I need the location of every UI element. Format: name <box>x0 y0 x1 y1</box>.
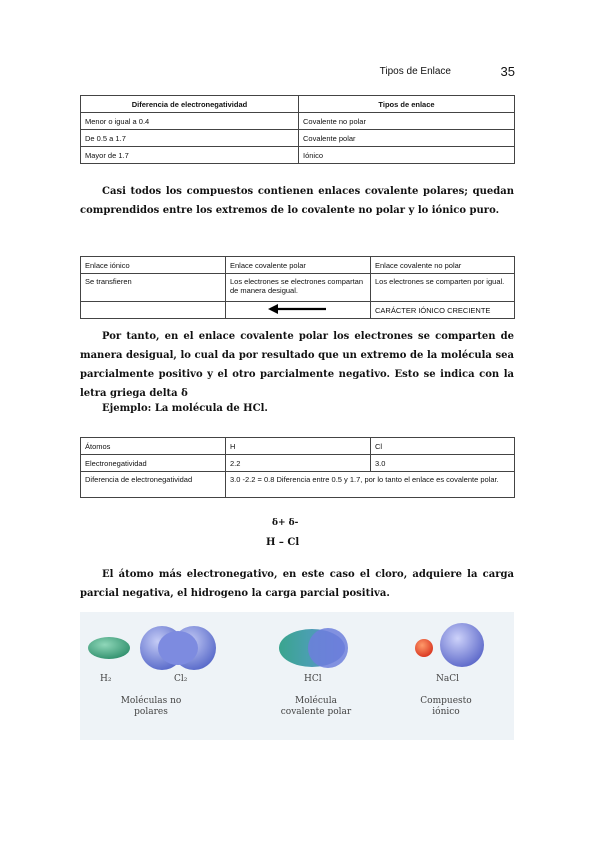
table-row <box>81 130 515 147</box>
table-cell: Los electrones se electrones compartan de manera desigual. <box>226 274 371 302</box>
table-row <box>81 257 515 274</box>
h2-molecule <box>88 637 130 659</box>
bond-types-table <box>80 256 515 319</box>
table-cell: Mayor de 1.7 <box>81 147 299 164</box>
caption-ionic: Compuesto iónico <box>420 696 472 717</box>
table-cell: 3.0 <box>371 455 515 472</box>
table-cell: 2.2 <box>226 455 371 472</box>
table-header-cell: Diferencia de electronegatividad <box>81 96 299 113</box>
partial-charges: δ+ δ- <box>272 518 299 528</box>
table-cell: Covalente polar <box>299 130 515 147</box>
table-row <box>81 438 515 455</box>
hcl-formula: H – Cl <box>266 537 300 548</box>
table-cell: Enlace covalente polar <box>226 257 371 274</box>
table-cell: Covalente no polar <box>299 113 515 130</box>
table-cell: Menor o igual a 0.4 <box>81 113 299 130</box>
paragraph-compounds: Casi todos los compuestos contienen enlaces covalente polares; quedan comprendidos entre los extremos de lo covalente no polar y lo iónico puro. <box>80 186 514 216</box>
paragraph-electronegative-atom: El átomo más electronegativo, en este caso el cloro, adquiere la carga parcial negativa, el hidrogeno la carga parcial positiva. <box>80 569 514 599</box>
table-header-row <box>81 96 515 113</box>
table-cell: Enlace covalente no polar <box>371 257 515 274</box>
molecule-figure <box>80 612 514 740</box>
table-header-cell: Tipos de enlace <box>299 96 515 113</box>
table-cell: Los electrones se comparten por igual. <box>371 274 515 302</box>
hcl-molecule <box>279 628 348 668</box>
table-row <box>81 274 515 302</box>
left-arrow-icon <box>268 304 328 314</box>
paragraph-polar-bond: Por tanto, en el enlace covalente polar los electrones se comparten de manera desigual, lo cual da por resultado que un extremo de la molécula sea parcialmente positivo y el otro parcialmente negativo. Esto se indica con la letra griega delta δ <box>80 331 514 399</box>
table-cell: Átomos <box>81 438 226 455</box>
nacl-compound <box>415 623 484 667</box>
table-cell: De 0.5 a 1.7 <box>81 130 299 147</box>
table-cell <box>226 302 371 319</box>
table-cell: CARÁCTER IÓNICO CRECIENTE <box>371 302 515 319</box>
table-cell: 3.0 -2.2 = 0.8 Diferencia entre 0.5 y 1.7, por lo tanto el enlace es covalente polar. <box>226 472 515 498</box>
table-cell: Cl <box>371 438 515 455</box>
label-nacl: NaCl <box>436 674 460 684</box>
table-row <box>81 302 515 319</box>
table-cell: Iónico <box>299 147 515 164</box>
table-cell: Diferencia de electronegatividad <box>81 472 226 498</box>
label-cl2: Cl₂ <box>174 674 188 684</box>
page-number: 35 <box>500 64 515 79</box>
electronegativity-table <box>80 95 515 164</box>
table-cell: Enlace iónico <box>81 257 226 274</box>
cl2-molecule <box>140 626 216 670</box>
table-cell: H <box>226 438 371 455</box>
hcl-table <box>80 437 515 498</box>
caption-polar: Molécula covalente polar <box>280 696 352 717</box>
label-h2: H₂ <box>100 674 112 684</box>
table-cell: Se transfieren <box>81 274 226 302</box>
example-line: Ejemplo: La molécula de HCl. <box>102 403 268 414</box>
running-title: Tipos de Enlace <box>379 66 451 77</box>
caption-nonpolar: Moléculas no polares <box>120 696 182 717</box>
table-row <box>81 472 515 498</box>
page-header <box>0 64 603 80</box>
table-cell <box>81 302 226 319</box>
table-row <box>81 455 515 472</box>
table-row <box>81 113 515 130</box>
label-hcl: HCl <box>304 674 322 684</box>
table-row <box>81 147 515 164</box>
table-cell: Electronegatividad <box>81 455 226 472</box>
